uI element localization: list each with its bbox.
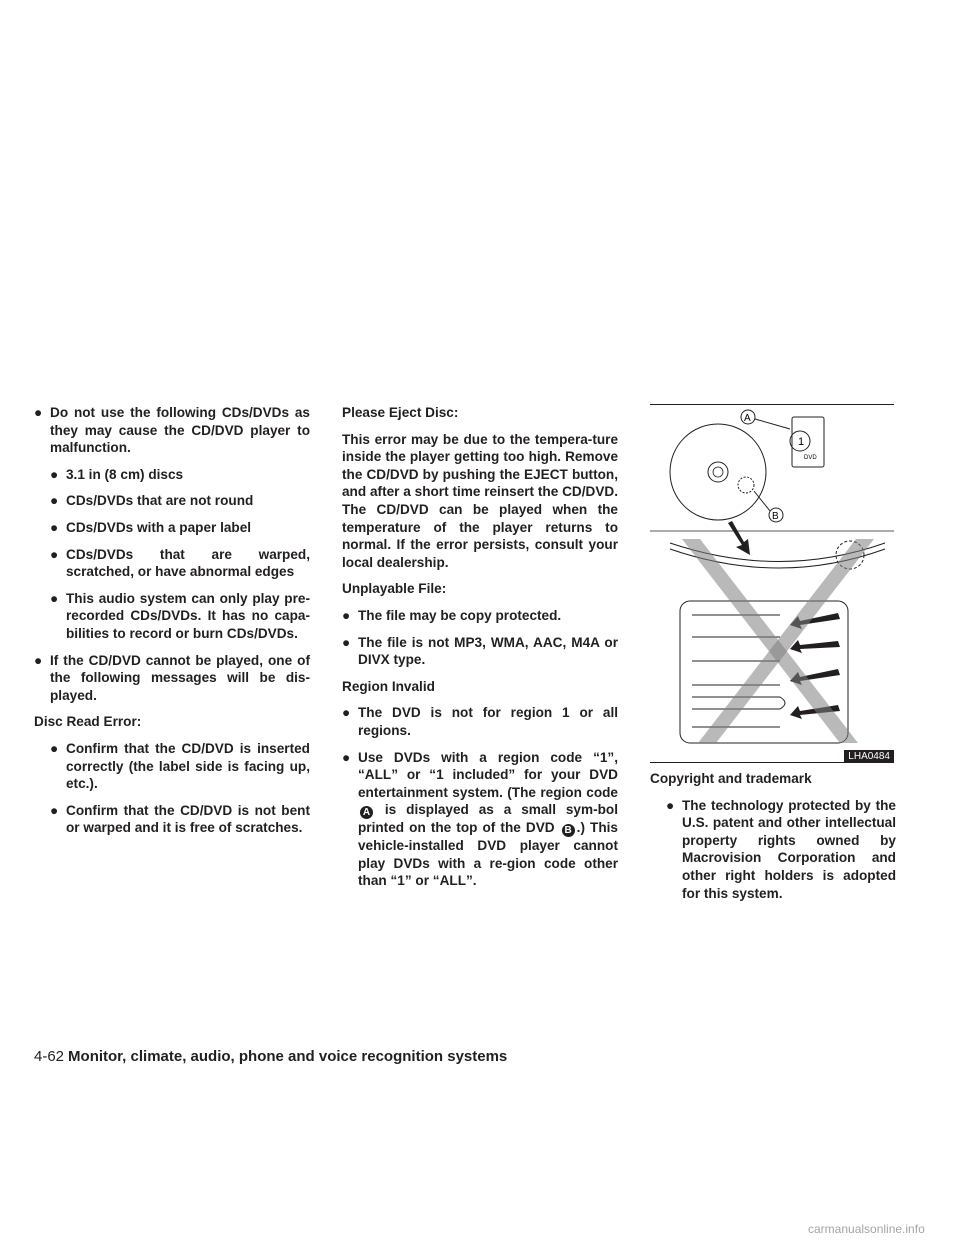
region-digit: 1 (798, 436, 805, 448)
item-text: The DVD is not for region 1 or all regions. (358, 705, 618, 738)
disc-hole (708, 462, 728, 482)
bullet: ● (342, 749, 351, 765)
sub-list-item (50, 546, 310, 581)
item-text: The technology protected by the U.S. patent and other intellectual property rights owned by Macrovision Corporation and other right holders is adopted for this system. (682, 797, 896, 901)
bullet: ● (50, 740, 59, 756)
marker-a-icon: A (360, 806, 373, 819)
watermark: carmanualsonline.info (808, 1222, 925, 1236)
bullet: ● (50, 590, 59, 606)
item-text: The file is not MP3, WMA, AAC, M4A or DIVX type. (358, 634, 618, 668)
item-text-b: is displayed as a small sym-bol printed on the top of the DVD (358, 802, 618, 836)
bullet: ● (342, 607, 351, 623)
list-item (342, 704, 618, 739)
bullet: ● (50, 493, 59, 509)
dvd-package-label: DVD (804, 455, 817, 461)
page-number: 4-62 (34, 1048, 65, 1065)
page-footer (34, 1048, 507, 1065)
eject-text: This error may be due to the tempera-ture inside the player getting too high. Remove the CD/DVD by pushing the EJECT button, and after a short time reinsert the CD/DVD. The CD/DVD can be played when the temperature of the player returns to normal. If the error persists, consult your local dealership. (342, 431, 618, 570)
list-item (34, 404, 310, 457)
item-text: 3.1 in (8 cm) discs (66, 466, 184, 482)
bullet: ● (34, 405, 43, 420)
disc-icon (670, 424, 766, 520)
item-text: Confirm that the CD/DVD is inserted correctly (the label side is facing up, etc.). (66, 740, 310, 792)
item-text: CDs/DVDs that are not round (66, 493, 254, 509)
item-text: Confirm that the CD/DVD is not bent or warped and it is free of scratches. (66, 802, 310, 836)
column-3 (650, 770, 896, 911)
disc-insertion-figure (650, 404, 894, 763)
eject-heading: Please Eject Disc: (342, 405, 459, 420)
figure-id: LHA0484 (844, 750, 894, 763)
column-2 (342, 404, 618, 899)
callout-b: B (772, 511, 779, 522)
item-text-c: .) This vehicle-installed DVD player cannot play DVDs with a re-gion code other than “1” or “ALL”. (358, 820, 618, 889)
item-text: Do not use the following CDs/DVDs as they may cause the CD/DVD player to malfunction. (50, 405, 310, 456)
region-heading: Region Invalid (342, 678, 435, 694)
bullet: ● (50, 519, 59, 535)
disc-diagram (650, 405, 894, 762)
sub-list-item (50, 466, 310, 484)
list-item (666, 797, 896, 903)
bullet: ● (50, 546, 59, 562)
item-text-a: Use DVDs with a region code “1”, “ALL” or “1 included” for your DVD entertainment system. (The region code (358, 749, 618, 800)
bullet: ● (666, 797, 675, 813)
list-item (342, 749, 618, 891)
region-code-small (738, 477, 754, 493)
list-item (342, 634, 618, 669)
bullet: ● (50, 802, 59, 818)
bullet: ● (342, 634, 351, 650)
bullet: ● (342, 705, 351, 721)
bullet: ● (34, 652, 43, 668)
callout-a: A (744, 413, 751, 424)
column-1 (34, 404, 310, 846)
item-text: This audio system can only play pre-recorded CDs/DVDs. It has no capa-bilities to record or burn CDs/DVDs. (66, 590, 310, 641)
item-text: If the CD/DVD cannot be played, one of the following messages will be dis-played. (50, 652, 310, 703)
sub-list-item (50, 740, 310, 793)
insert-arrow-icon (728, 521, 750, 555)
bullet: ● (50, 466, 59, 482)
section-title: Monitor, climate, audio, phone and voice recognition systems (68, 1048, 508, 1065)
marker-b-icon: B (562, 824, 575, 837)
sub-list-item (50, 492, 310, 510)
sub-list-item (50, 519, 310, 537)
unplayable-heading: Unplayable File: (342, 581, 447, 597)
prohibited-x-icon (682, 539, 858, 743)
list-item (34, 652, 310, 705)
list-item (342, 607, 618, 625)
item-text: CDs/DVDs that are warped, scratched, or have abnormal edges (66, 546, 310, 580)
sub-list-item (50, 802, 310, 837)
copyright-heading: Copyright and trademark (650, 771, 812, 786)
item-text: CDs/DVDs with a paper label (66, 519, 252, 535)
disc-read-error-heading: Disc Read Error: (34, 714, 142, 730)
item-text: The file may be copy protected. (358, 607, 562, 623)
sub-list-item (50, 590, 310, 643)
